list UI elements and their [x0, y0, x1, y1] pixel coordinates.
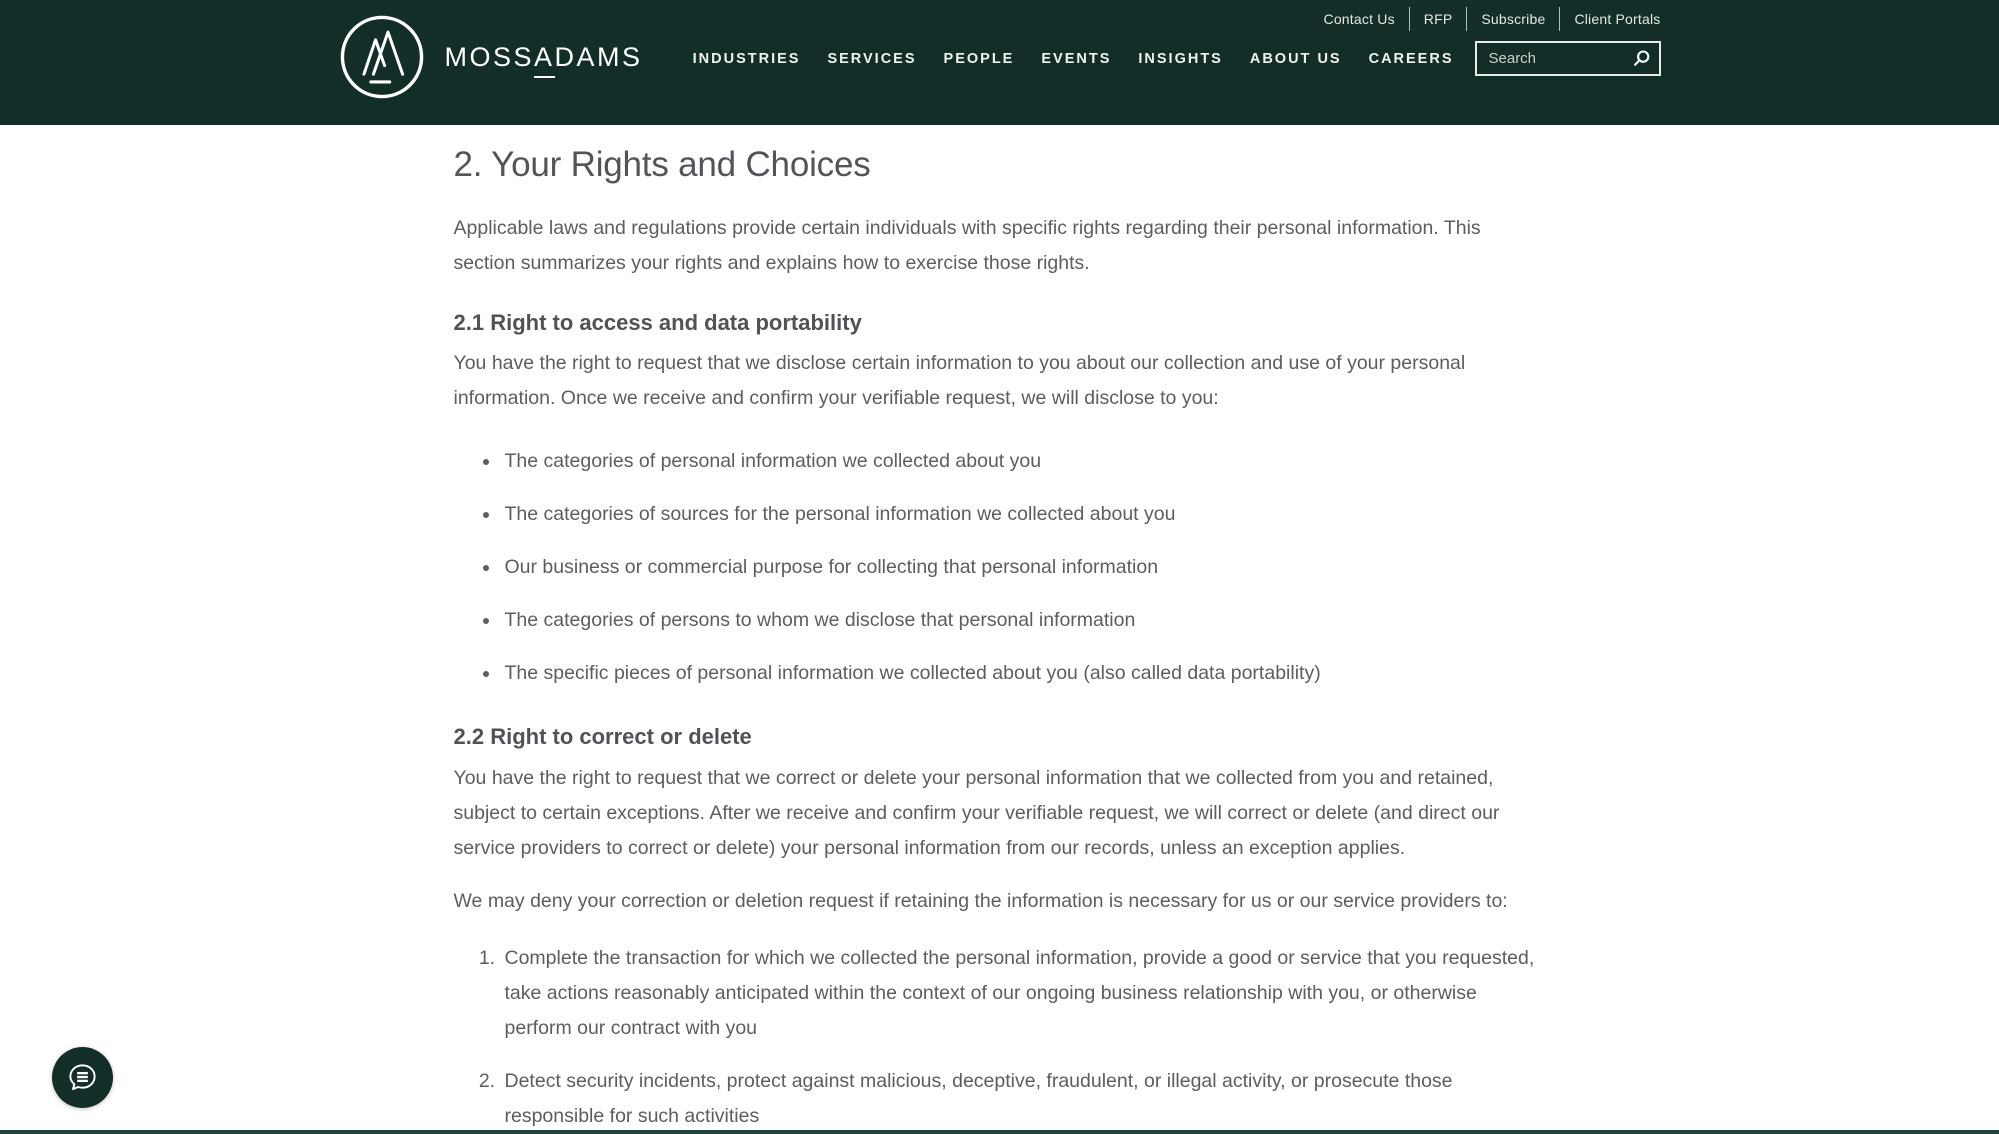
utility-divider — [1466, 7, 1467, 31]
nav-item-careers[interactable]: CAREERS — [1368, 51, 1454, 67]
site-header — [0, 0, 1999, 125]
nav-item-people[interactable]: PEOPLE — [943, 51, 1015, 67]
list-item: • The categories of personal information we collected about you — [501, 444, 1546, 479]
section-right-to-access — [454, 309, 1546, 692]
brand-logo[interactable] — [339, 14, 643, 100]
list-item: • The specific pieces of personal information we collected about you (also called data portability) — [501, 656, 1546, 691]
chat-bubble-icon — [66, 1061, 99, 1094]
utility-link-contact-us[interactable]: Contact Us — [1323, 11, 1395, 27]
nav-item-industries[interactable]: INDUSTRIES — [692, 51, 801, 67]
nav-item-events[interactable]: EVENTS — [1041, 51, 1112, 67]
content — [454, 125, 1546, 1134]
section-2-2-paragraph: You have the right to request that we correct or delete your personal information that we collected from you and retained, subject to certain exceptions. After we receive and confirm your verifiable request, we will correct or delete (and direct our service providers to correct or delete) your personal information from our records, unless an exception applies. — [453, 766, 1500, 859]
section-right-to-correct-delete — [454, 723, 1546, 1134]
section-heading-2-1: 2.1 Right to access and data portability — [453, 309, 862, 335]
utility-nav — [1324, 7, 1661, 31]
utility-link-subscribe[interactable]: Subscribe — [1481, 11, 1546, 27]
denial-reasons-numbered-list — [454, 941, 1546, 1134]
search-icon — [1632, 49, 1651, 68]
search-box — [1475, 41, 1661, 76]
list-item: 2. Detect security incidents, protect against malicious, deceptive, fraudulent, or illegal activity, or prosecute those responsible for such activities — [501, 1064, 1546, 1134]
utility-divider — [1559, 7, 1560, 31]
section-2-1-paragraph: You have the right to request that we disclose certain information to you about our collection and use of your personal information. Once we receive and confirm your verifiable request, we will disclose to you: — [453, 352, 1466, 410]
intro-paragraph: Applicable laws and regulations provide certain individuals with specific rights regarding their personal information. This section summarizes your rights and explains how to exercise those rights. — [453, 216, 1481, 274]
section-heading-2-2: 2.2 Right to correct or delete — [453, 724, 752, 750]
list-item: 1. Complete the transaction for which we collected the personal information, provide a good or service that you requested, take actions reasonably anticipated within the context of our ongoing business relationship with you, or otherwise perform our contract with you — [501, 941, 1546, 1046]
mossadams-logo-icon — [339, 14, 425, 100]
page-title: 2. Your Rights and Choices — [453, 145, 871, 184]
list-item: • Our business or commercial purpose for collecting that personal information — [501, 550, 1546, 585]
list-item: • The categories of persons to whom we disclose that personal information — [501, 603, 1546, 638]
list-item: • The categories of sources for the personal information we collected about you — [501, 497, 1546, 532]
utility-link-rfp[interactable]: RFP — [1423, 11, 1453, 27]
utility-divider — [1409, 7, 1410, 31]
search-button[interactable] — [1625, 43, 1659, 74]
brand-wordmark: MOSSADAMS — [445, 42, 643, 73]
nav-item-insights[interactable]: INSIGHTS — [1138, 51, 1223, 67]
primary-nav — [693, 49, 1454, 69]
section-2-2-paragraph-2: We may deny your correction or deletion request if retaining the information is necessary for us or our service providers to: — [453, 889, 1508, 912]
search-input[interactable] — [1477, 50, 1625, 67]
chat-button[interactable] — [52, 1047, 113, 1108]
nav-item-services[interactable]: SERVICES — [827, 51, 917, 67]
bottom-divider — [0, 1130, 1999, 1134]
disclosure-bullet-list — [454, 444, 1546, 691]
nav-item-about-us[interactable]: ABOUT US — [1249, 51, 1342, 67]
utility-link-client-portals[interactable]: Client Portals — [1574, 11, 1661, 27]
